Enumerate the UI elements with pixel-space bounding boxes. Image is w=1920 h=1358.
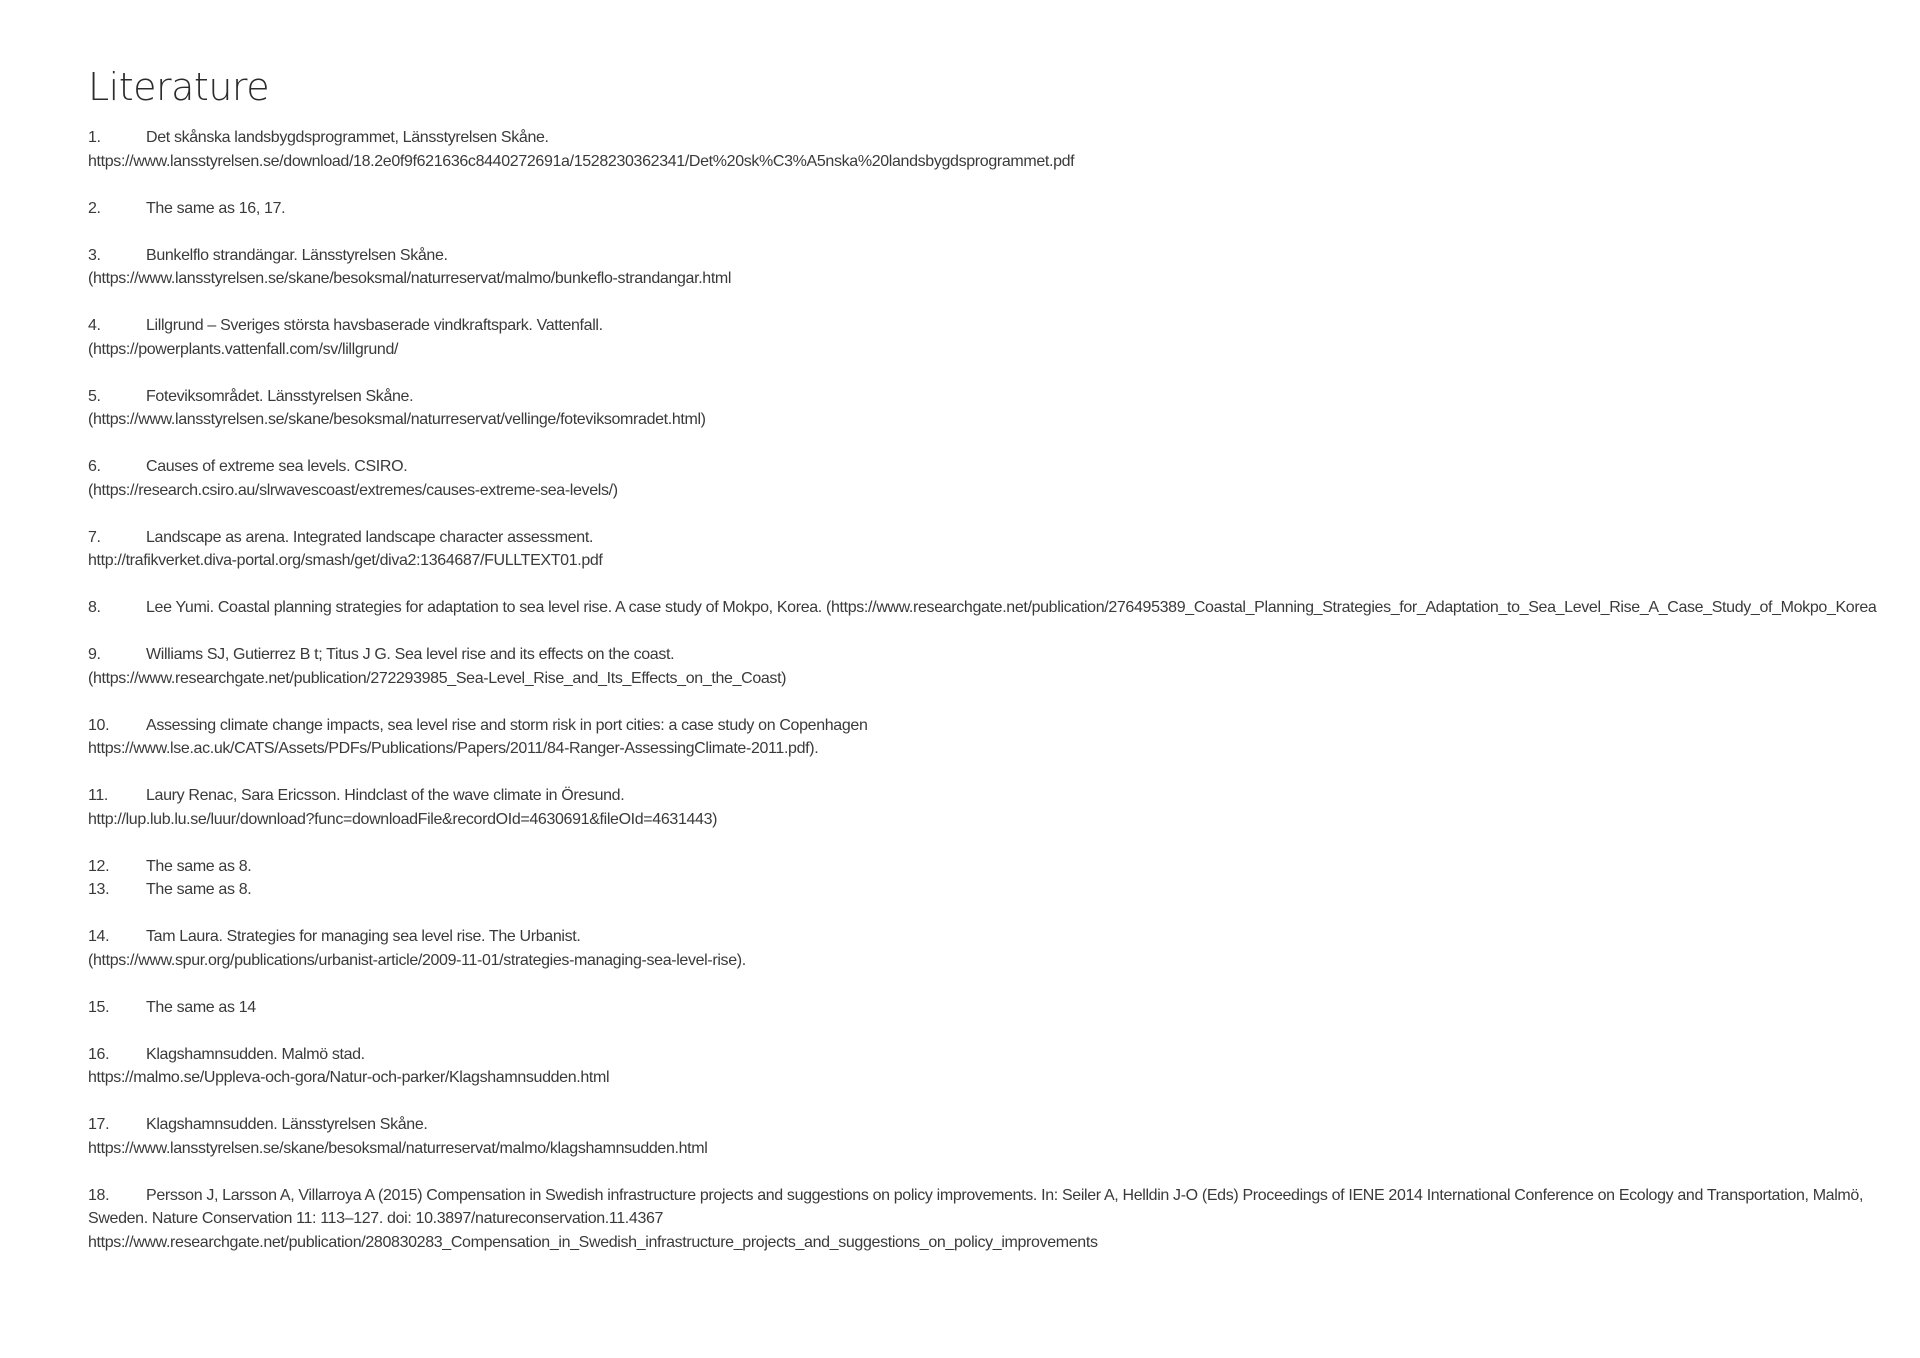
reference-item bbox=[88, 596, 1880, 620]
reference-text: Causes of extreme sea levels. CSIRO. bbox=[146, 458, 408, 475]
reference-number: 17. bbox=[88, 1116, 110, 1133]
reference-item bbox=[88, 385, 1880, 432]
reference-number: 18. bbox=[88, 1186, 110, 1204]
reference-url[interactable]: https://malmo.se/Uppleva-och-gora/Natur-och-parker/Klagshamnsudden.html bbox=[88, 1069, 610, 1086]
reference-url[interactable]: https://www.lse.ac.uk/CATS/Assets/PDFs/Publications/Papers/2011/84-Ranger-AssessingClimate-2011.pdf). bbox=[88, 740, 819, 757]
reference-url[interactable]: (https://research.csiro.au/slrwavescoast/extremes/causes-extreme-sea-levels/) bbox=[88, 481, 618, 499]
reference-item bbox=[88, 197, 1880, 221]
reference-list bbox=[88, 126, 1880, 1254]
reference-number: 2. bbox=[88, 199, 101, 217]
reference-item bbox=[88, 714, 1880, 761]
reference-item bbox=[88, 878, 1880, 902]
reference-url[interactable]: (https://powerplants.vattenfall.com/sv/lillgrund/ bbox=[88, 340, 399, 358]
reference-url[interactable]: http://lup.lub.lu.se/luur/download?func=downloadFile&recordOId=4630691&fileOId=4631443) bbox=[88, 810, 718, 828]
reference-text: Klagshamnsudden. Malmö stad. bbox=[146, 1045, 365, 1063]
reference-url[interactable]: http://trafikverket.diva-portal.org/smash/get/diva2:1364687/FULLTEXT01.pdf bbox=[88, 552, 603, 569]
reference-item bbox=[88, 526, 1880, 573]
reference-number: 10. bbox=[88, 716, 110, 734]
reference-text: Williams SJ, Gutierrez B t; Titus J G. Sea level rise and its effects on the coast. bbox=[146, 646, 675, 663]
reference-item bbox=[88, 314, 1880, 361]
reference-text: Lillgrund – Sveriges största havsbaserade vindkraftspark. Vattenfall. bbox=[146, 317, 603, 334]
reference-text: Laury Renac, Sara Ericsson. Hindclast of the wave climate in Öresund. bbox=[146, 787, 625, 804]
reference-number: 1. bbox=[88, 129, 101, 146]
reference-number: 11. bbox=[88, 787, 109, 804]
reference-number: 3. bbox=[88, 246, 101, 264]
reference-item bbox=[88, 1043, 1880, 1090]
reference-text: Persson J, Larsson A, Villarroya A (2015) Compensation in Swedish infrastructure projects and suggestions on policy improvements. In: Seiler A, Helldin J-O (Eds) Proceedings of IENE 2014 International Conference on Ecology and Transportation, Malmö, Sweden. Nature Conservation 11: 113–127. doi: 10.3897/natureconservation.11.4367 bbox=[88, 1186, 1864, 1227]
reference-item bbox=[88, 126, 1880, 173]
reference-text: Foteviksområdet. Länsstyrelsen Skåne. bbox=[146, 387, 414, 405]
reference-url[interactable]: https://www.researchgate.net/publication/280830283_Compensation_in_Swedish_infrastructure_projects_and_suggestions_on_policy_improvements bbox=[88, 1233, 1098, 1251]
reference-url[interactable]: https://www.lansstyrelsen.se/skane/besoksmal/naturreservat/malmo/klagshamnsudden.html bbox=[88, 1139, 708, 1157]
reference-url[interactable]: (https://www.lansstyrelsen.se/skane/besoksmal/naturreservat/malmo/bunkeflo-strandangar.html bbox=[88, 270, 732, 287]
reference-number: 7. bbox=[88, 528, 101, 546]
reference-url[interactable]: https://www.lansstyrelsen.se/download/18.2e0f9f621636c8440272691a/1528230362341/Det%20sk%C3%A5nska%20landsbygdsprogrammet.pdf bbox=[88, 152, 1075, 170]
reference-url[interactable]: (https://www.spur.org/publications/urbanist-article/2009-11-01/strategies-managing-sea-level-rise). bbox=[88, 951, 746, 969]
page-title: Literature bbox=[88, 65, 270, 109]
reference-number: 4. bbox=[88, 317, 101, 334]
reference-number: 5. bbox=[88, 387, 101, 405]
reference-number: 16. bbox=[88, 1045, 110, 1063]
reference-item bbox=[88, 1184, 1880, 1255]
reference-number: 9. bbox=[88, 646, 101, 663]
reference-text: The same as 16, 17. bbox=[146, 199, 286, 217]
reference-number: 14. bbox=[88, 928, 110, 945]
reference-text: The same as 8. bbox=[146, 857, 252, 875]
reference-number: 15. bbox=[88, 998, 110, 1016]
reference-text: The same as 8. bbox=[146, 881, 252, 898]
reference-url[interactable]: (https://www.lansstyrelsen.se/skane/besoksmal/naturreservat/vellinge/foteviksomradet.html) bbox=[88, 411, 706, 428]
reference-number: 8. bbox=[88, 599, 101, 616]
reference-text: Landscape as arena. Integrated landscape character assessment. bbox=[146, 528, 594, 546]
reference-number: 6. bbox=[88, 458, 101, 475]
reference-text: Assessing climate change impacts, sea level rise and storm risk in port cities: a case study on Copenhagen bbox=[146, 716, 868, 734]
reference-item bbox=[88, 996, 1880, 1020]
reference-item bbox=[88, 1113, 1880, 1160]
reference-text: Det skånska landsbygdsprogrammet, Länsstyrelsen Skåne. bbox=[146, 129, 549, 146]
reference-number: 13. bbox=[88, 881, 110, 898]
reference-item bbox=[88, 855, 1880, 879]
reference-item bbox=[88, 244, 1880, 291]
reference-item bbox=[88, 643, 1880, 690]
reference-text: Bunkelflo strandängar. Länsstyrelsen Skåne. bbox=[146, 246, 448, 264]
reference-number: 12. bbox=[88, 857, 110, 875]
reference-item bbox=[88, 784, 1880, 831]
reference-text: Klagshamnsudden. Länsstyrelsen Skåne. bbox=[146, 1116, 428, 1133]
reference-text: Tam Laura. Strategies for managing sea level rise. The Urbanist. bbox=[146, 928, 581, 945]
reference-item bbox=[88, 455, 1880, 502]
reference-text: The same as 14 bbox=[146, 998, 256, 1016]
reference-item bbox=[88, 925, 1880, 972]
reference-url[interactable]: (https://www.researchgate.net/publication/272293985_Sea-Level_Rise_and_Its_Effects_on_the_Coast) bbox=[88, 669, 787, 687]
reference-text: Lee Yumi. Coastal planning strategies for adaptation to sea level rise. A case study of Mokpo, Korea. (https://www.researchgate.net/publication/276495389_Coastal_Planning_Strategies_for_Adaptation_to_Sea_Level_Rise_A_Case_Study_of_Mokpo_Korea bbox=[146, 599, 1877, 616]
